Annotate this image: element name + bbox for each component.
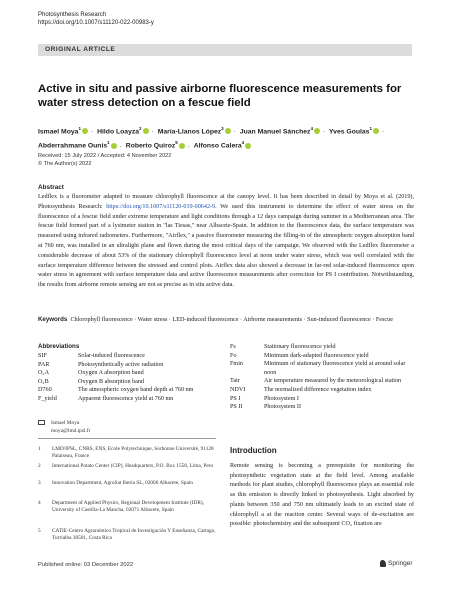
published-date: Published online: 03 December 2022 — [38, 562, 134, 568]
envelope-icon — [38, 420, 45, 425]
abbreviation-row: Fo Minimum dark-adapted fluorescence yield — [230, 352, 369, 359]
keywords-label: Keywords — [38, 316, 68, 323]
article-type-banner: ORIGINAL ARTICLE — [38, 44, 412, 56]
author-name[interactable]: Ismael Moya — [38, 128, 79, 136]
corresponding-author — [38, 420, 90, 435]
abstract-body: Ledflex is a fluorometer adapted to measure chlorophyll fluorescence at the canopy level. It has been described in detail by Moya et al. (2019), Photosynthesis Research: https://doi.org/10.1007/s11120-019-00642-9. We used this instrument to determine the effect of water stress on the fluorescence of a fescue field under extreme temperature and light conditions through a 12 days campaign during summer in a Mediterranean area. The fescue field formed part of a lysimeter station in "las Tiesas," near Albacete-Spain. In addition to the fluorescence data, the surface temperature was measured using infrared radiometers. Furthermore, "Airflex," a passive fluorometer measuring the filling-in of the atmospheric oxygen absorption band at 760 nm, was installed in an ultralight plane and flown during the most critical days of the campaign. We observed with the Ledflex fluorometer a considerable decrease of about 53% of the stationary chlorophyll fluorescence level at noon under water stress, which was well correlated with the surface temperature difference between the stressed and control plots. Airflex data also showed a decrease in far-red solar-induced fluorescence upon water stress in agreement with surface temperature data and active fluorescence measurements after correction for PS I contribution. Notwithstanding, the results from airborne remote sensing are not as precise as in situ active data. — [38, 194, 414, 289]
abbreviation-row: NDVI The normalized difference vegetation index — [230, 386, 372, 393]
abbreviation-row: O₂A Oxygen A absorption band — [38, 370, 144, 377]
keywords — [38, 315, 414, 326]
article-title: Active in situ and passive airborne fluorescence measurements for water stress detection on a fescue field — [38, 83, 402, 109]
abbreviation-row: SIF Solar-induced fluorescence — [38, 353, 145, 359]
abbreviation-row: Tair Air temperature measured by the meteorological station — [230, 378, 402, 385]
author-list: Ismael Moya$^1$ · Hildo Loayza$^2$ · María-Llanos López$^3$ · Juan Manuel Sánchez$^4$ · Yves Goulas$^1$ · Abderrahmane Ounis$^1$ · Roberto Quiroz$^5$ · Alfonso Calera$^4$ — [38, 126, 385, 150]
orcid-icon[interactable] — [82, 128, 88, 134]
abbreviations-heading: Abbreviations — [38, 343, 80, 350]
doi-link[interactable]: https://doi.org/10.1007/s11120-022-00983-y — [38, 20, 154, 26]
copyright: © The Author(s) 2022 — [38, 160, 92, 167]
orcid-icon[interactable] — [111, 143, 117, 149]
orcid-icon[interactable] — [225, 128, 231, 134]
abbreviation-row: F_yield Apparent fluorescence yield at 760 nm — [38, 395, 174, 402]
affiliation: 2 International Potato Center (CIP), Headquarters, P.O. Box 1558, Lima, Peru — [38, 463, 214, 469]
abstract-heading: Abstract — [38, 184, 64, 191]
corresponding-email[interactable]: moya@lmd.ipsl.fr — [51, 427, 91, 434]
abbreviation-row: D760 The atmospheric oxygen band depth at 760 nm — [38, 387, 194, 394]
journal-header — [38, 11, 154, 27]
abbreviation-row: O₂B Oxygen B absorption band — [38, 378, 145, 385]
orcid-icon[interactable] — [314, 128, 320, 134]
abbreviation-row: Fs Stationary fluorescence yield — [230, 344, 336, 350]
orcid-icon[interactable] — [179, 143, 185, 149]
abstract-doi-link[interactable]: https://doi.org/10.1007/s11120-019-00642-9 — [106, 203, 216, 210]
footnote-separator — [38, 438, 216, 439]
affiliation: 5 CATIE-Centro Agronómico Tropical de Investigación Y Enseñanza, Cartago, Turrialba 30501, Costa Rica — [38, 528, 216, 542]
author-name[interactable]: Abderrahmane Ounis — [38, 142, 108, 150]
keywords-list: Chlorophyll fluorescence · Water stress · LED-induced fluorescence · Airborne measurements · Sun-induced fluorescence · Fescue — [70, 317, 393, 323]
orcid-icon[interactable] — [143, 128, 149, 134]
author-name[interactable]: María-Llanos López — [157, 128, 222, 136]
springer-horse-icon — [380, 560, 386, 567]
abbreviation-row: PS I Photosystem I — [230, 395, 299, 402]
publisher-logo: Springer — [380, 560, 413, 567]
affiliation: 4 Department of Applied Physics, Regional Development Institute (IDR), University of Castilla-La Mancha, 02071 Albacete, Spain — [38, 500, 204, 514]
author-name[interactable]: Yves Goulas — [329, 128, 370, 136]
article-dates — [38, 153, 171, 168]
author-name[interactable]: Alfonso Calera — [193, 142, 242, 150]
author-name[interactable]: Hildo Loayza — [97, 128, 140, 136]
orcid-icon[interactable] — [245, 143, 251, 149]
abbreviation-row: PS II Photosystem II — [230, 404, 302, 411]
abbreviations-left — [38, 352, 228, 404]
orcid-icon[interactable] — [373, 128, 379, 134]
journal-name: Photosynthesis Research — [38, 12, 107, 18]
abbreviations-right — [230, 343, 415, 412]
abbreviation-row: Fmin Minimum of stationary fluorescence yield at around solar noon — [230, 361, 406, 376]
received-accepted: Received: 15 July 2022 / Accepted: 4 November 2022 — [38, 153, 172, 159]
affiliation: 3 Innovation Department, AgroSat Iberia SL, 02006 Albacete, Spain — [38, 480, 193, 486]
author-name[interactable]: Roberto Quiroz — [125, 142, 176, 150]
corresponding-name: Ismael Moya — [51, 420, 80, 426]
affiliation: 1 LMD/IPSL, CNRS, ENS, Ecole Polytechnique, Sorbonne Université, 91128 Palaiseau, France — [38, 446, 214, 460]
author-name[interactable]: Juan Manuel Sánchez — [239, 128, 311, 136]
abbreviation-row: PAR Photosynthetically active radiation — [38, 361, 164, 368]
introduction-heading: Introduction — [230, 446, 277, 455]
introduction-body: Remote sensing is becoming a prerequisite for monitoring the photosynthetic vegetation state at the field level. Among available methods for plant studies, chlorophyll fluorescence plays an essential role as this emission is directly linked to photosynthesis. Light absorbed by plants between 350 and 750 nm ultimately leads to an excited state of chlorophyll a at the reaction center. Several ways of de-excitation are possible: photochemistry and the subsequent CO₂ fixation are — [230, 463, 414, 528]
